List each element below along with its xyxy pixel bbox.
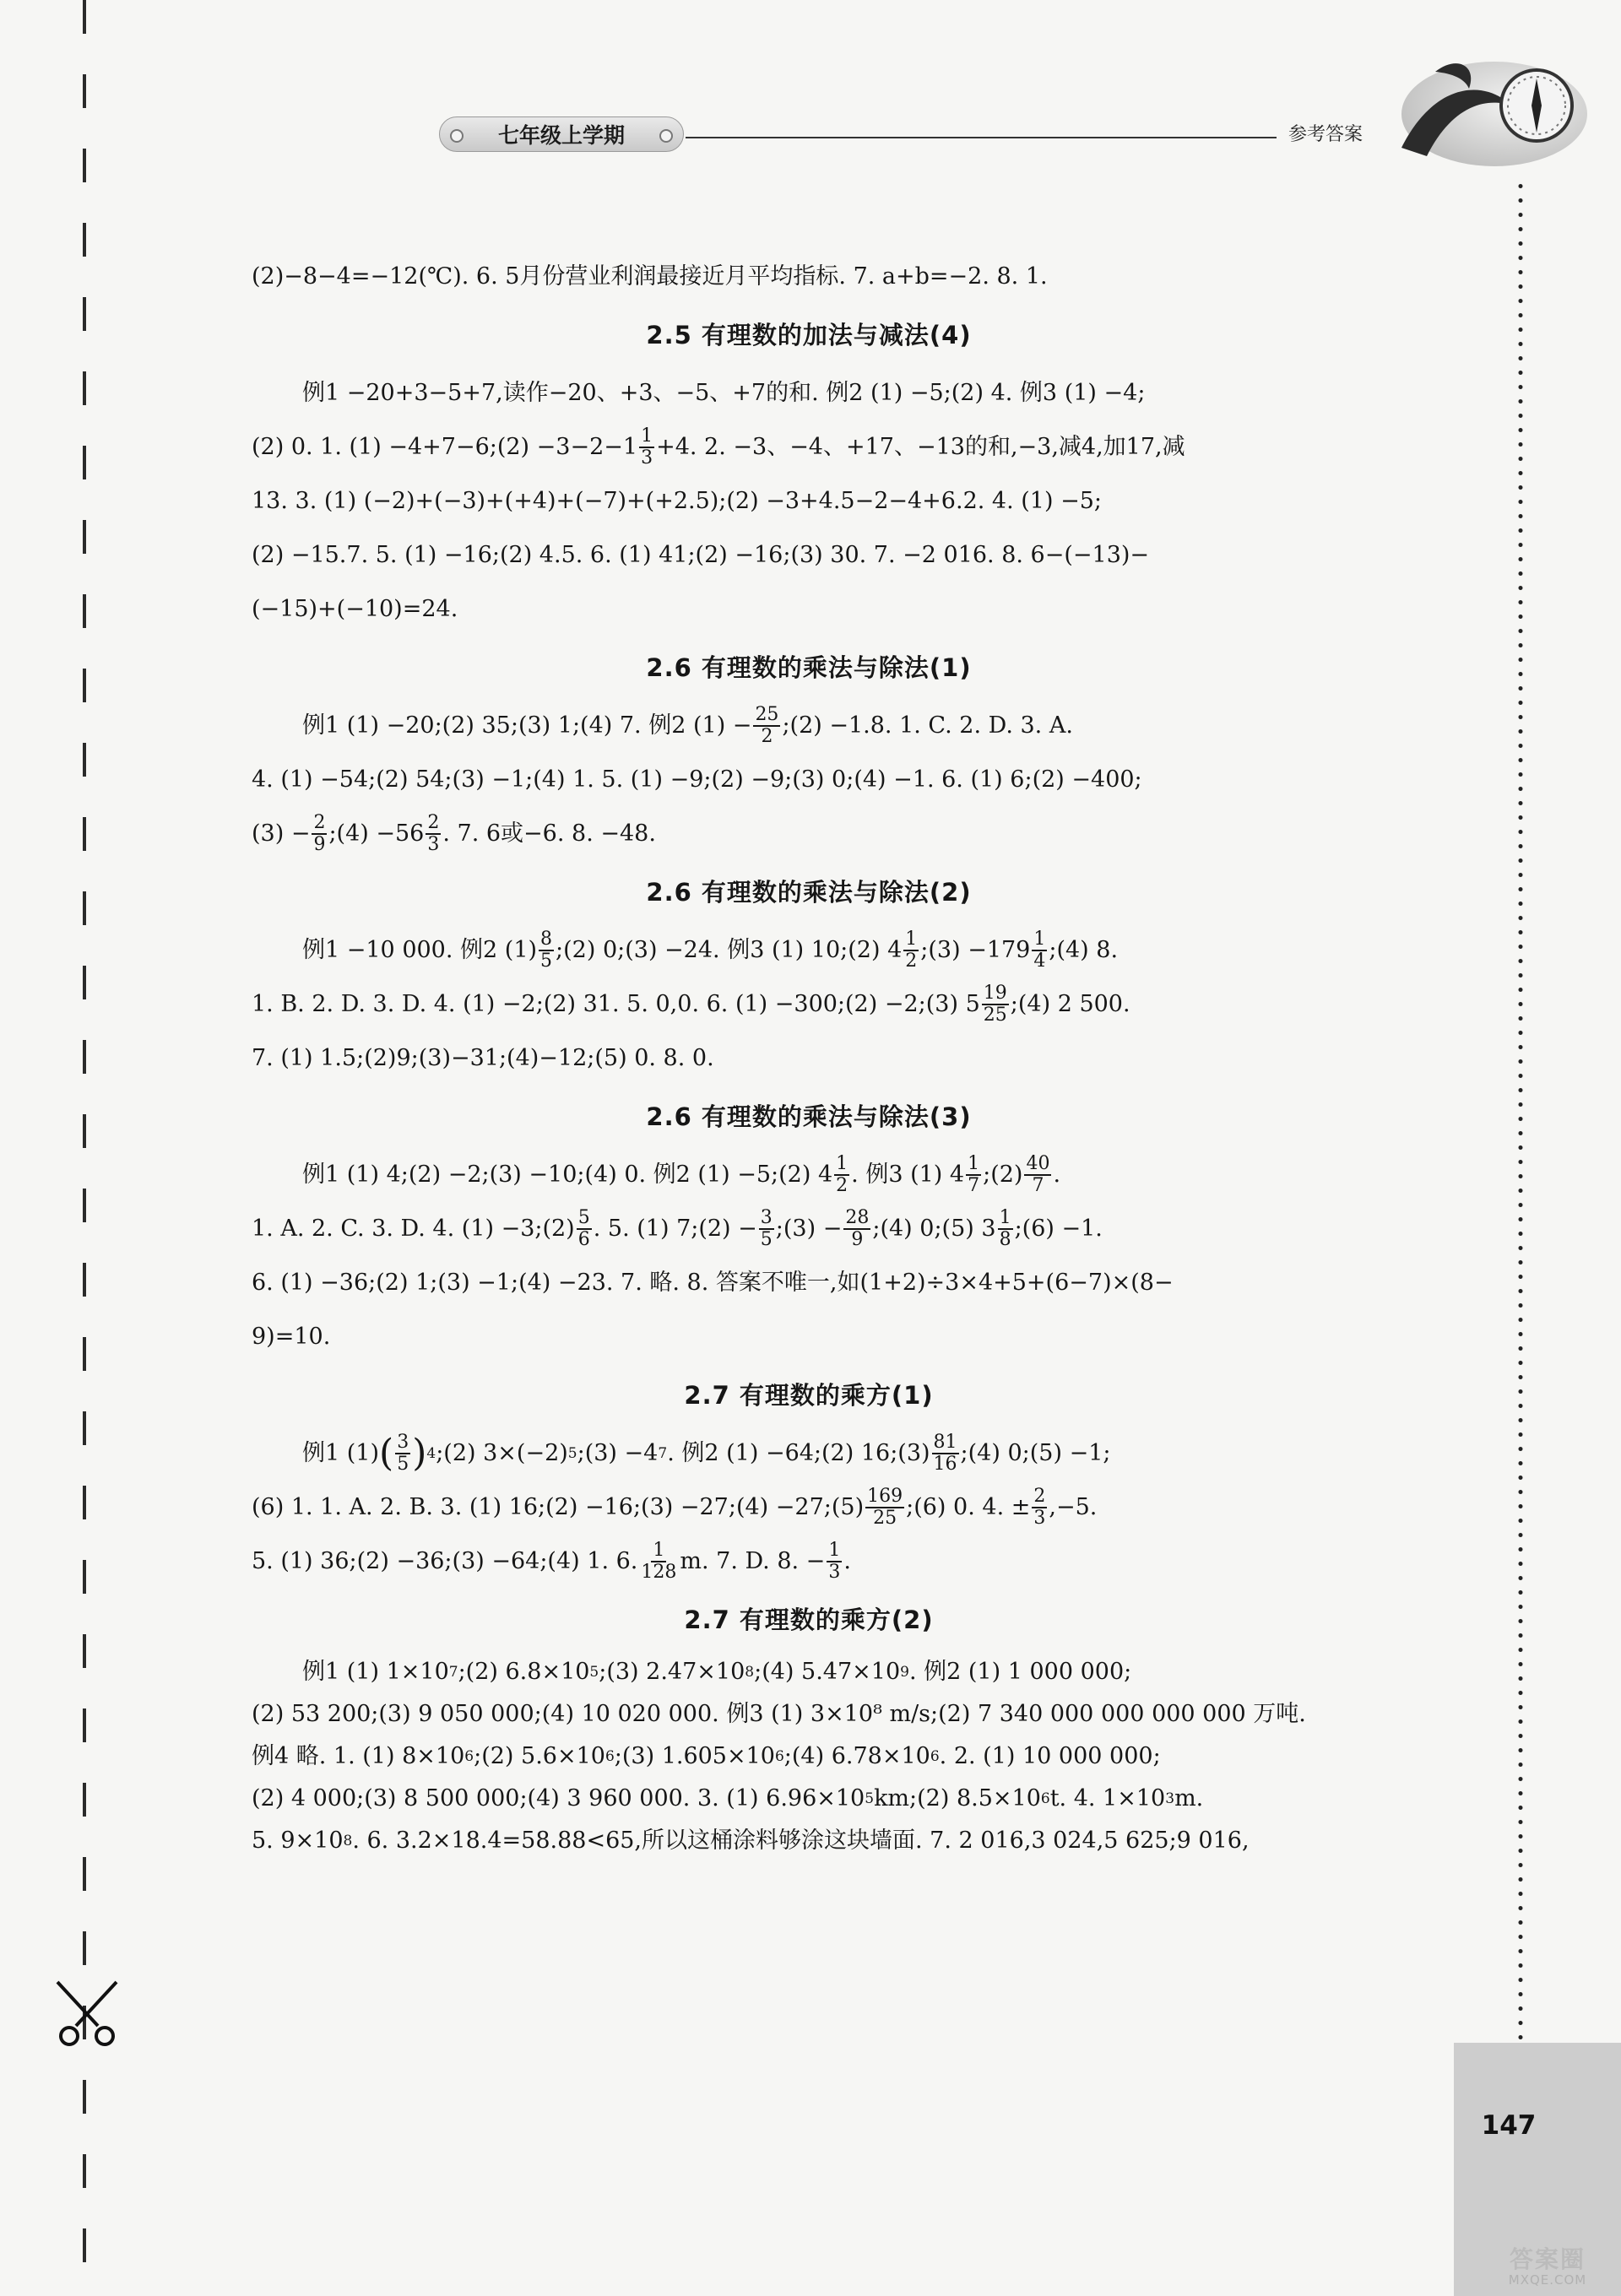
fraction: $\frac{19}{25}$ xyxy=(983,983,1007,1026)
fraction: $\frac{1}{7}$ xyxy=(968,1153,980,1196)
answer-line xyxy=(252,1651,1366,1693)
exponent: 6 xyxy=(930,1748,940,1765)
answer-text: (2) 4 000;(3) 8 500 000;(4) 3 960 000. 3. (1) 6.96×10 xyxy=(252,1785,865,1811)
exponent: 3 xyxy=(1165,1790,1175,1807)
fraction: $\frac{25}{2}$ xyxy=(755,704,779,747)
answer-text: 1. B. 2. D. 3. D. 4. (1) −2;(2) 31. 5. 0,0. 6. (1) −300;(2) −2;(3) 5 xyxy=(252,991,980,1017)
exponent: 5 xyxy=(589,1664,599,1681)
answer-text: . 7. 6或−6. 8. −48. xyxy=(442,820,656,847)
answer-text: . 例3 (1) 4 xyxy=(851,1162,965,1188)
answer-text: (2) 0. 1. (1) −4+7−6;(2) −3−2−1 xyxy=(252,434,638,460)
fraction: $\frac{169}{25}$ xyxy=(867,1486,903,1529)
answer-line xyxy=(252,1778,1366,1820)
answer-text: ;(4) 0;(5) 3 xyxy=(872,1216,996,1242)
dotted-guide-line xyxy=(1518,179,1523,2044)
answer-text: ,−5. xyxy=(1049,1494,1098,1520)
answer-line xyxy=(252,807,1366,861)
exponent: 5 xyxy=(567,1445,577,1462)
exponent: 8 xyxy=(343,1833,353,1849)
exponent: 6 xyxy=(774,1748,784,1765)
answer-text: . 例2 (1) −64;(2) 16;(3) xyxy=(667,1440,930,1466)
answer-line: 4. (1) −54;(2) 54;(3) −1;(4) 1. 5. (1) −9;(2) −9;(3) 0;(4) −1. 6. (1) 6;(2) −400; xyxy=(252,766,1142,793)
answer-text: ;(2) 3×(−2) xyxy=(436,1440,568,1466)
answer-text: ;(2) 6.8×10 xyxy=(458,1659,590,1685)
answer-text: ;(2) xyxy=(983,1162,1023,1188)
answer-line xyxy=(252,1820,1366,1862)
answer-text: 例1 (1) −20;(2) 35;(3) 1;(4) 7. 例2 (1) − xyxy=(302,712,752,739)
fraction: $\frac{8}{5}$ xyxy=(540,929,553,972)
fraction: $\frac{1}{2}$ xyxy=(905,929,918,972)
answer-text: m. 7. D. 8. − xyxy=(680,1548,826,1574)
answer-text: 例1 −10 000. 例2 (1) xyxy=(302,937,538,963)
answer-content xyxy=(252,250,1366,1862)
exponent: 6 xyxy=(464,1748,474,1765)
exponent: 8 xyxy=(745,1664,755,1681)
fraction: $\frac{1}{128}$ xyxy=(641,1540,677,1583)
exponent: 6 xyxy=(1040,1790,1050,1807)
header-rule xyxy=(686,137,1277,138)
page-number: 147 xyxy=(1481,2110,1537,2141)
answer-text: . 6. 3.2×18.4=58.88<65,所以这桶涂料够涂这块墙面. 7. 2 016,3 024,5 625;9 016, xyxy=(352,1828,1250,1854)
answer-text: ;(4) −56 xyxy=(328,820,425,847)
fraction: $\frac{1}{4}$ xyxy=(1033,929,1046,972)
cut-guide-line xyxy=(83,0,86,2296)
answer-text: ;(4) 5.47×10 xyxy=(754,1659,901,1685)
answer-text: 5. (1) 36;(2) −36;(3) −64;(4) 1. 6. xyxy=(252,1548,638,1574)
answer-line xyxy=(252,1481,1366,1535)
exponent: 4 xyxy=(426,1445,436,1462)
section-label: 参考答案 xyxy=(1288,124,1363,145)
answer-line xyxy=(252,1148,1366,1202)
answer-text: ;(4) 0;(5) −1; xyxy=(960,1440,1111,1466)
watermark-url: MXQE.COM xyxy=(1508,2272,1587,2288)
answer-line: (2) 53 200;(3) 9 050 000;(4) 10 020 000. 例3 (1) 3×10⁸ m/s;(2) 7 340 000 000 000 000 万吨. xyxy=(252,1701,1306,1727)
exponent: 7 xyxy=(658,1445,668,1462)
answer-text: t. 4. 1×10 xyxy=(1049,1785,1166,1811)
section-heading: 2.7 有理数的乘方(2) xyxy=(684,1606,934,1634)
exponent: 6 xyxy=(604,1748,615,1765)
answer-line xyxy=(252,977,1366,1032)
fraction: $\frac{28}{9}$ xyxy=(845,1207,870,1250)
answer-text: (6) 1. 1. A. 2. B. 3. (1) 16;(2) −16;(3) −27;(4) −27;(5) xyxy=(252,1494,865,1520)
answer-text: 例1 (1) xyxy=(302,1440,380,1466)
fraction: $\frac{3}{5}$ xyxy=(760,1207,773,1250)
fraction: $\frac{5}{6}$ xyxy=(577,1207,590,1250)
answer-text: ;(2) 5.6×10 xyxy=(474,1743,605,1769)
answer-line xyxy=(252,1535,1366,1589)
answer-line xyxy=(252,923,1366,977)
fraction: $\frac{81}{16}$ xyxy=(933,1432,957,1475)
grade-label: 七年级上学期 xyxy=(439,116,684,152)
answer-line: 6. (1) −36;(2) 1;(3) −1;(4) −23. 7. 略. 8. 答案不唯一,如(1+2)÷3×4+5+(6−7)×(8− xyxy=(252,1270,1174,1296)
paren: ) xyxy=(412,1432,427,1475)
fraction: $\frac{2}{9}$ xyxy=(313,812,326,855)
answer-text: +4. 2. −3、−4、+17、−13的和,−3,减4,加17,减 xyxy=(656,434,1185,460)
answer-text: . 5. (1) 7;(2) − xyxy=(593,1216,757,1242)
answer-line: (2)−8−4=−12(℃). 6. 5月份营业利润最接近月平均指标. 7. a+b=−2. 8. 1. xyxy=(252,263,1048,290)
answer-text: 5. 9×10 xyxy=(252,1828,344,1854)
answer-text: . xyxy=(1053,1162,1061,1188)
answer-text: ;(2) 0;(3) −24. 例3 (1) 10;(2) 4 xyxy=(556,937,903,963)
section-heading: 2.7 有理数的乘方(1) xyxy=(684,1381,934,1410)
answer-text: (3) − xyxy=(252,820,311,847)
answer-text: ;(3) −179 xyxy=(920,937,1031,963)
answer-text: ;(3) −4 xyxy=(577,1440,659,1466)
answer-line: 例1 −20+3−5+7,读作−20、+3、−5、+7的和. 例2 (1) −5;(2) 4. 例3 (1) −4; xyxy=(302,380,1146,406)
fraction: $\frac{1}{3}$ xyxy=(828,1540,841,1583)
section-heading: 2.6 有理数的乘法与除法(2) xyxy=(646,878,972,907)
answer-line: 9)=10. xyxy=(252,1324,331,1350)
watermark xyxy=(1476,2244,1619,2291)
fraction: $\frac{2}{3}$ xyxy=(427,812,440,855)
section-heading: 2.5 有理数的加法与减法(4) xyxy=(646,321,972,349)
page-header xyxy=(0,0,1621,169)
answer-text: ;(4) 8. xyxy=(1049,937,1119,963)
paren: ( xyxy=(379,1432,394,1475)
fraction: $\frac{3}{5}$ xyxy=(397,1432,409,1475)
answer-line xyxy=(252,1202,1366,1256)
answer-text: . 例2 (1) 1 000 000; xyxy=(908,1659,1132,1685)
answer-text: ;(4) 2 500. xyxy=(1010,991,1130,1017)
fraction: $\frac{2}{3}$ xyxy=(1033,1486,1046,1529)
answer-text: ;(6) 0. 4. ± xyxy=(906,1494,1031,1520)
answer-line xyxy=(252,1736,1366,1778)
scissors-icon xyxy=(49,1975,125,2051)
answer-line: (−15)+(−10)=24. xyxy=(252,596,458,622)
fraction: $\frac{1}{3}$ xyxy=(641,425,653,468)
answer-text: . 2. (1) 10 000 000; xyxy=(939,1743,1161,1769)
section-heading: 2.6 有理数的乘法与除法(1) xyxy=(646,653,972,682)
exponent: 7 xyxy=(448,1664,458,1681)
answer-text: ;(6) −1. xyxy=(1014,1216,1103,1242)
answer-text: . xyxy=(843,1548,851,1574)
answer-line: (2) −15.7. 5. (1) −16;(2) 4.5. 6. (1) 41;(2) −16;(3) 30. 7. −2 016. 8. 6−(−13)− xyxy=(252,542,1150,568)
watermark-mark: 答案圈 xyxy=(1509,2245,1586,2273)
answer-text: ;(2) −1.8. 1. C. 2. D. 3. A. xyxy=(782,712,1073,739)
answer-text: ;(4) 6.78×10 xyxy=(783,1743,930,1769)
answer-line: 13. 3. (1) (−2)+(−3)+(+4)+(−7)+(+2.5);(2) −3+4.5−2−4+6.2. 4. (1) −5; xyxy=(252,488,1102,514)
answer-text: 1. A. 2. C. 3. D. 4. (1) −3;(2) xyxy=(252,1216,575,1242)
exponent: 5 xyxy=(865,1790,875,1807)
answer-line: 7. (1) 1.5;(2)9;(3)−31;(4)−12;(5) 0. 8. 0. xyxy=(252,1045,714,1071)
answer-line xyxy=(252,1427,1366,1481)
answer-line xyxy=(252,420,1366,474)
answer-text: m. xyxy=(1174,1785,1204,1811)
answer-line xyxy=(252,699,1366,753)
answer-text: km;(2) 8.5×10 xyxy=(874,1785,1041,1811)
fraction: $\frac{1}{8}$ xyxy=(999,1207,1011,1250)
answer-text: 例1 (1) 4;(2) −2;(3) −10;(4) 0. 例2 (1) −5;(2) 4 xyxy=(302,1162,833,1188)
section-heading: 2.6 有理数的乘法与除法(3) xyxy=(646,1102,972,1131)
fraction: $\frac{1}{2}$ xyxy=(836,1153,848,1196)
compass-runner-icon xyxy=(1385,46,1587,173)
answer-text: ;(3) − xyxy=(775,1216,843,1242)
answer-text: 例1 (1) 1×10 xyxy=(302,1659,449,1685)
fraction: $\frac{40}{7}$ xyxy=(1026,1153,1050,1196)
answer-text: 例4 略. 1. (1) 8×10 xyxy=(252,1743,465,1769)
exponent: 9 xyxy=(900,1664,909,1681)
answer-text: ;(3) 2.47×10 xyxy=(599,1659,745,1685)
answer-text: ;(3) 1.605×10 xyxy=(614,1743,775,1769)
